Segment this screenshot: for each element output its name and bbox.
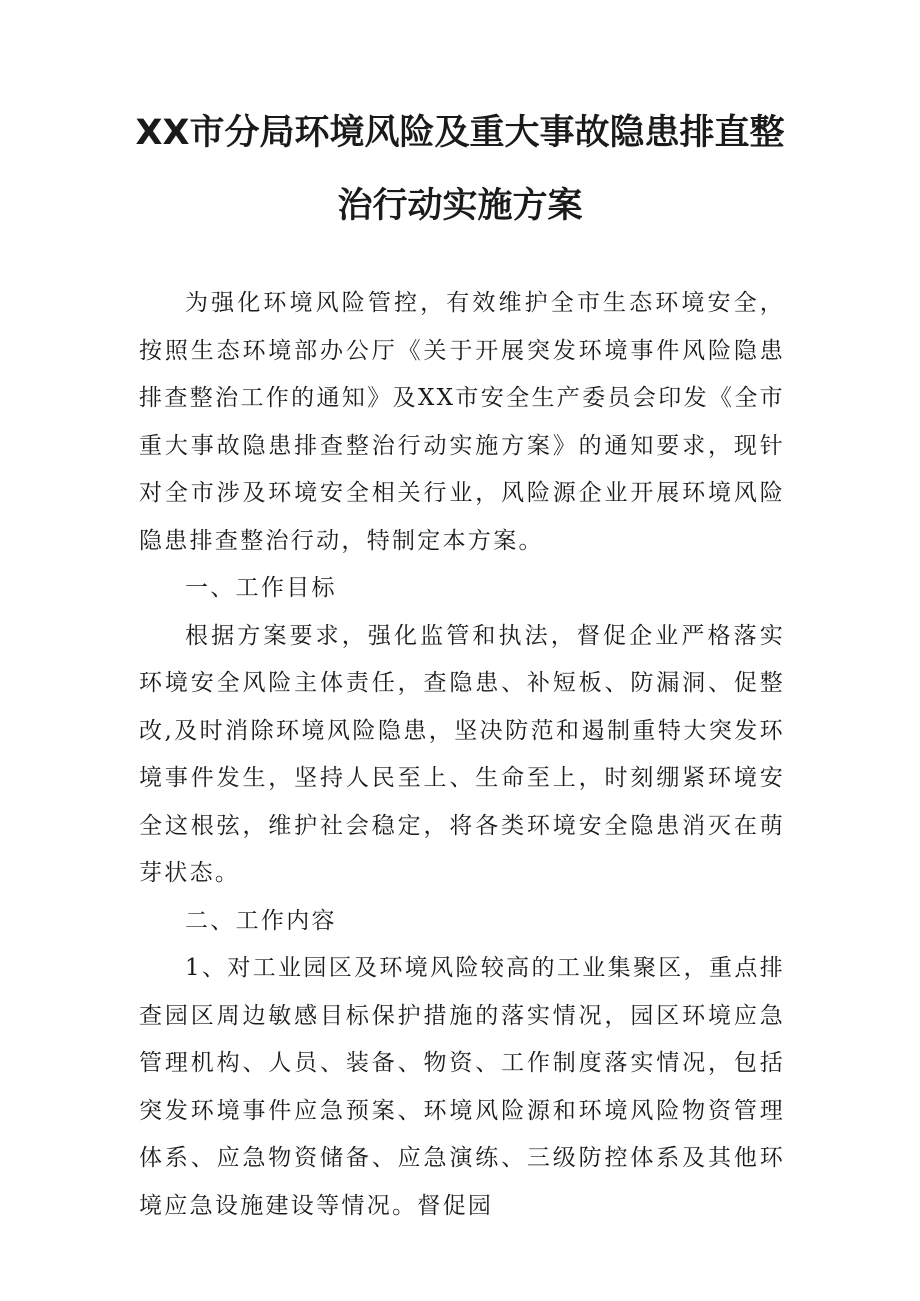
section-heading-content: 二、工作内容	[185, 907, 337, 934]
document-body	[139, 280, 785, 1230]
document-title-line-2: 治行动实施方案	[337, 186, 583, 226]
content-item-1-paragraph: 1、对工业园区及环境风险较高的工业集聚区，重点排查园区周边敏感目标保护措施的落实情况，园区环境应急管理机构、人员、装备、物资、工作制度落实情况，包括突发环境事件应急预案、环境风险源和环境风险物资管理体系、应急物资储备、应急演练、三级防控体系及其他环境应急设施建设等情况。督促园	[139, 955, 785, 1219]
goals-paragraph: 根据方案要求，强化监管和执法，督促企业严格落实环境安全风险主体责任，查隐患、补短板、防漏洞、促整改,及时消除环境风险隐患，坚决防范和遏制重特大突发环境事件发生，坚持人民至上、生命至上，时刻绷紧环境安全这根弦，维护社会稳定，将各类环境安全隐患消灭在萌芽状态。	[139, 622, 785, 886]
section-heading-goals: 一、工作目标	[185, 575, 337, 601]
document-title-line-1: XX市分局环境风险及重大事故隐患排直整	[135, 113, 785, 153]
intro-paragraph: 为强化环境风险管控，有效维护全市生态环境安全，按照生态环境部办公厅《关于开展突发环境事件风险隐患排查整治工作的通知》及XX市安全生产委员会印发《全市重大事故隐患排查整治行动实施方案》的通知要求，现针对全市涉及环境安全相关行业，风险源企业开展环境风险隐患排查整治行动，特制定本方案。	[139, 290, 785, 554]
